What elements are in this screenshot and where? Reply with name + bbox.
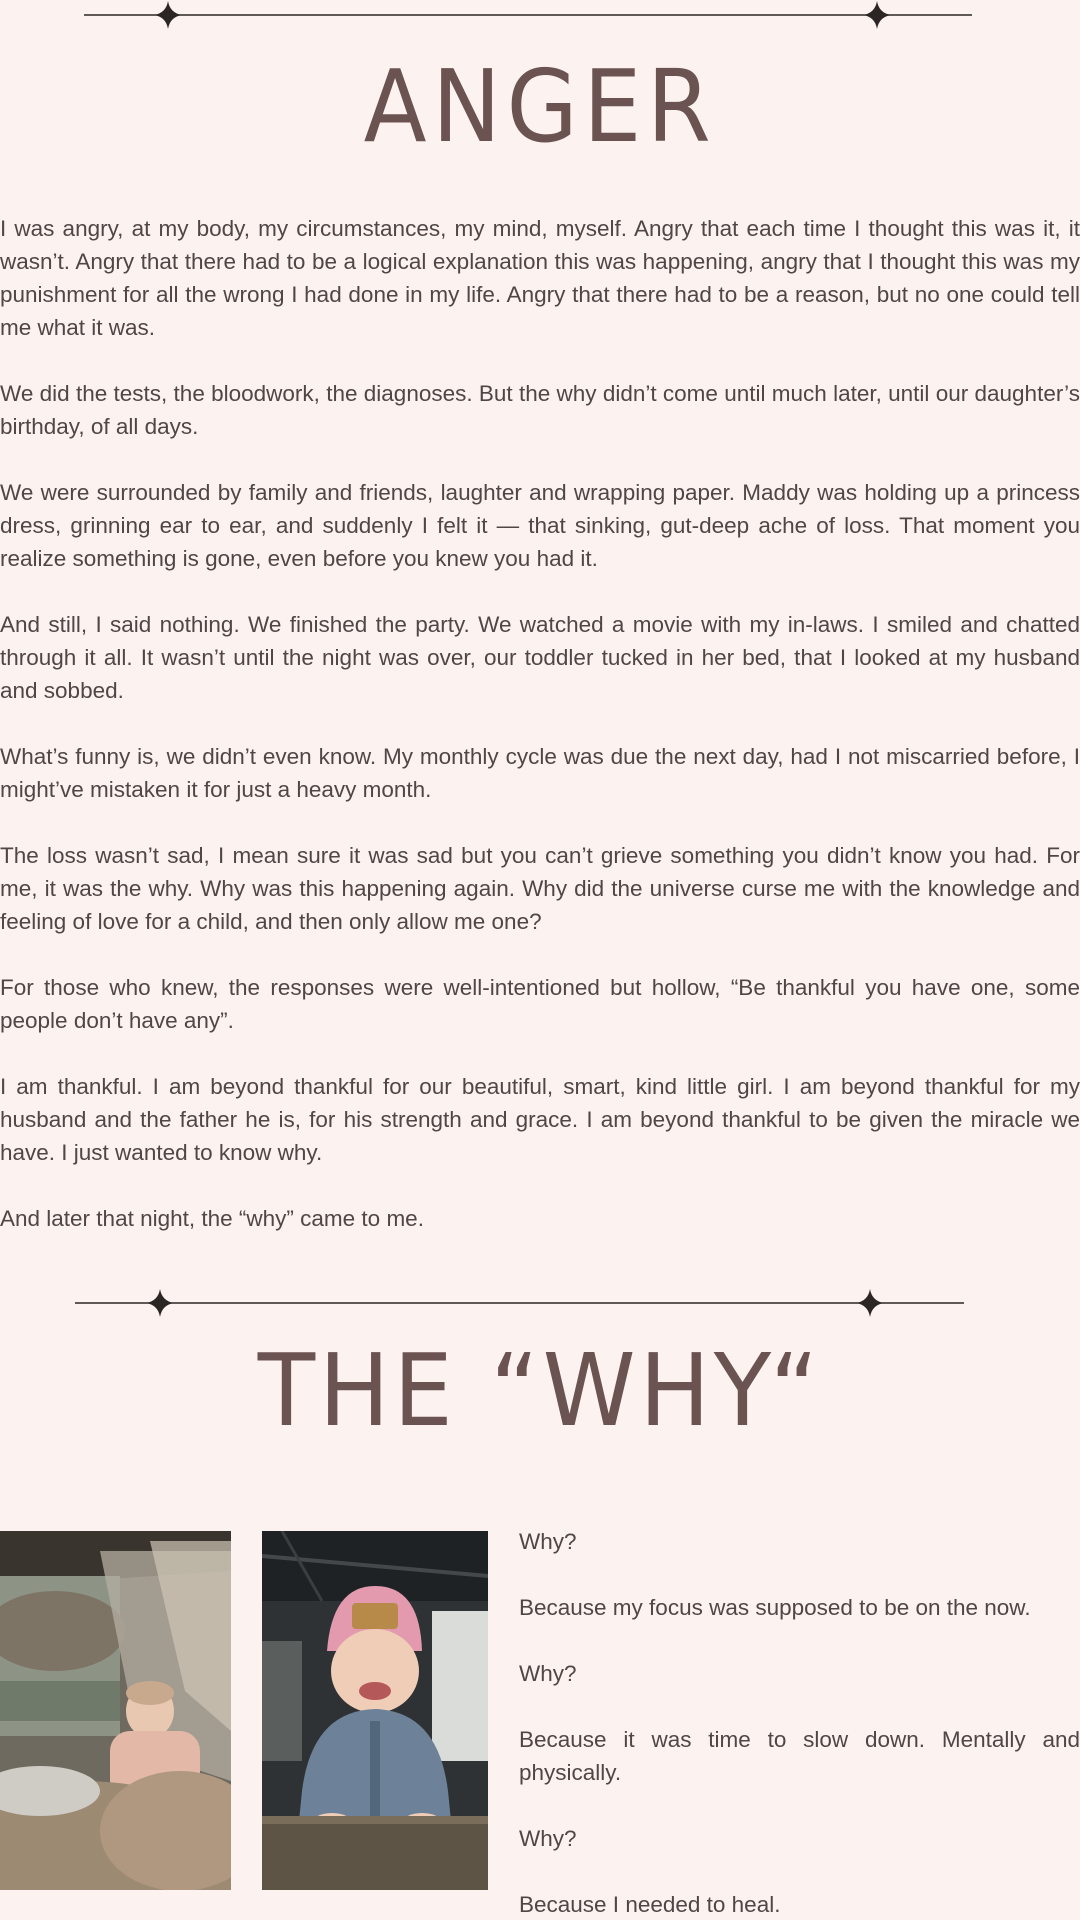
photo-toddler-pink-hat [262, 1531, 488, 1890]
paragraph: I was angry, at my body, my circumstances, my mind, myself. Angry that each time I thought this was it, it wasn’t. Angry that there had to be a logical explanation this was happening, angry that I thought this was my punishment for all the wrong I had done in my life. Angry that there had to be a reason, but no one could tell me what it was. [0, 216, 1080, 340]
dialogue-line: Why? [519, 1529, 577, 1554]
paragraph: The loss wasn’t sad, I mean sure it was sad but you can’t grieve something you didn’t know you had. For me, it was the why. Why was this happening again. Why did the universe curse me with the knowledge and feeling of love for a child, and then only allow me one? [0, 843, 1080, 934]
photo-child-in-camper [0, 1531, 231, 1890]
top-divider [84, 0, 972, 30]
four-point-star-icon [856, 1289, 884, 1317]
section-title-anger: ANGER [363, 48, 717, 165]
paragraph: And still, I said nothing. We finished the party. We watched a movie with my in-laws. I smiled and chatted through it all. It wasn’t until the night was over, our toddler tucked in her bed, that I looked at my husband and sobbed. [0, 612, 1080, 703]
four-point-star-icon [863, 1, 891, 29]
paragraph: We were surrounded by family and friends, laughter and wrapping paper. Maddy was holding up a princess dress, grinning ear to ear, and suddenly I felt it — that sinking, gut-deep ache of loss. That moment you realize something is gone, even before you knew you had it. [0, 480, 1080, 571]
why-dialogue [519, 1525, 1080, 1920]
section-title-why: THE “WHY“ [257, 1332, 823, 1449]
paragraph: We did the tests, the bloodwork, the diagnoses. But the why didn’t come until much later, until our daughter’s birthday, of all days. [0, 381, 1080, 439]
paragraph: For those who knew, the responses were well-intentioned but hollow, “Be thankful you have one, some people don’t have any”. [0, 975, 1080, 1033]
anger-body [0, 212, 1080, 1268]
dialogue-line: Why? [519, 1826, 577, 1851]
dialogue-line: Because I needed to heal. [519, 1892, 781, 1917]
paragraph: I am thankful. I am beyond thankful for our beautiful, smart, kind little girl. I am beyond thankful for my husband and the father he is, for his strength and grace. I am beyond thankful to be given the miracle we have. I just wanted to know why. [0, 1074, 1080, 1165]
dialogue-line: Because it was time to slow down. Mentally and physically. [519, 1727, 1080, 1785]
middle-divider [75, 1288, 964, 1318]
four-point-star-icon [146, 1289, 174, 1317]
paragraph: What’s funny is, we didn’t even know. My monthly cycle was due the next day, had I not miscarried before, I might’ve mistaken it for just a heavy month. [0, 744, 1080, 802]
paragraph: And later that night, the “why” came to me. [0, 1206, 424, 1231]
dialogue-line: Because my focus was supposed to be on the now. [519, 1595, 1031, 1620]
dialogue-line: Why? [519, 1661, 577, 1686]
four-point-star-icon [154, 1, 182, 29]
